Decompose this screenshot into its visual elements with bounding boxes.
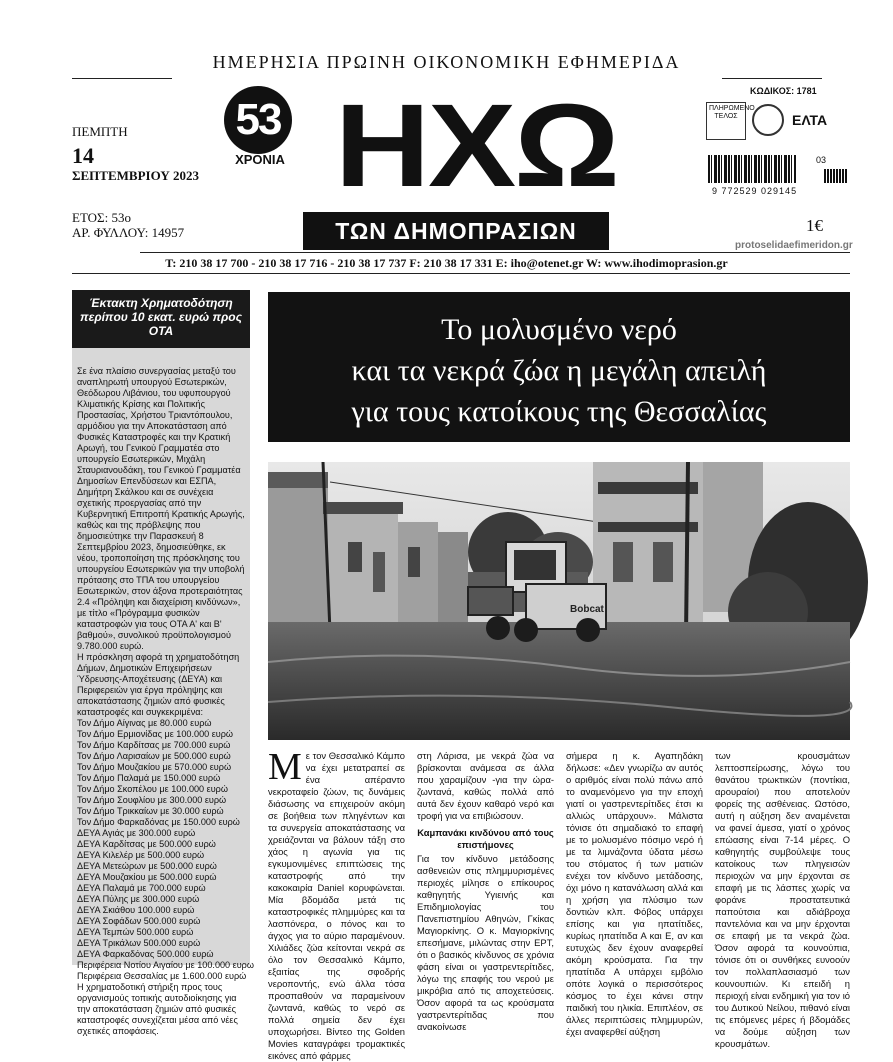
funding-item: ΔΕΥΑ Πύλης με 300.000 ευρώ xyxy=(77,894,200,904)
funding-item: Τον Δήμο Καρδίτσας με 700.000 ευρώ xyxy=(77,740,231,750)
article-column-2 xyxy=(417,750,554,1033)
headline-line: για τους κατοίκους της Θεσσαλίας xyxy=(351,395,767,428)
divider xyxy=(72,273,850,274)
sidebar-title: Έκτακτη Χρηματοδότηση περίπου 10 εκατ. ευρώ προς ΟΤΑ xyxy=(72,290,250,348)
funding-item: ΔΕΥΑ Καρδίτσας με 500.000 ευρώ xyxy=(77,839,216,849)
funding-list xyxy=(77,718,254,982)
contact-line: T: 210 38 17 700 - 210 38 17 716 - 210 38 17 737 F: 210 38 17 331 E: iho@otenet.gr W: www.ihodimoprasion.gr xyxy=(165,256,728,270)
anniversary-badge xyxy=(217,86,303,172)
sidebar-body xyxy=(72,348,254,1036)
sidebar-closing: Η χρηματοδοτική στήριξη προς τους οργανισμούς τοπικής αυτοδιοίκησης για την αποκατάσταση ζημιών από φυσικές καταστροφές συνεχίζεται μέσα από νέες σχετικές αποφάσεις. xyxy=(77,982,238,1036)
headline-line: Το μολυσμένο νερό xyxy=(441,313,677,346)
funding-item: ΔΕΥΑ Μουζακίου με 500.000 ευρώ xyxy=(77,872,217,882)
funding-item: ΔΕΥΑ Κιλελέρ με 500.000 ευρώ xyxy=(77,850,205,860)
funding-item: Τον Δήμο Ερμιονίδας με 100.000 ευρώ xyxy=(77,729,234,739)
masthead-subtitle: ΤΩΝ ΔΗΜΟΠΡΑΣΙΩΝ xyxy=(303,212,609,250)
article-column-1 xyxy=(268,746,405,1062)
funding-item: ΔΕΥΑ Τεμπών 500.000 ευρώ xyxy=(77,927,194,937)
funding-item: Τον Δήμο Παλαμά με 150.000 ευρώ xyxy=(77,773,221,783)
funding-item: Περιφέρεια Νοτίου Αιγαίου με 100.000 ευρω xyxy=(77,960,254,970)
funding-item: ΔΕΥΑ Σοφάδων 500.000 ευρώ xyxy=(77,916,201,926)
sidebar-intro: Σε ένα πλαίσιο συνεργασίας μεταξύ του αναπληρωτή υπουργού Εσωτερικών, Θεόδωρου Λιβάνιου, του υφυπουργού Κλιματικής Κρίσης και Πολιτικής Προστασίας, Χρήστου Τριαντόπουλου, αρμόδιου για την Αποκατάσταση από Φυσικές Καταστροφές και την Κρατική Αρωγή, του Γενικού Γραμματέα στο υπουργείο Εσωτερικών, Μιχάλη Σταυριανουδάκη, του Γενικού Γραμματέα Δημοσίων Επενδύσεων και ΕΣΠΑ, Δημήτρη Σκάλκου και σε συνέχεια σχετικής προεργασίας από την Κυβερνητική Επιτροπή Κρατικής Αρωγής, καθώς και της πρόβλεψης που δημοσιεύτηκε την Παρασκευή 8 Σεπτεμβρίου 2023, δημοσιεύθηκε, εκ νέου, τροποποίηση της πρόσκλησης του υπουργείου Εσωτερικών για την υποβολή πρότασης στο ΤΠΑ του υπουργείου Εσωτερικών, στον άξονα προτεραιότητας 2.4 «Πρόληψη και διαχείριση κινδύνων», με τίτλο «Πρόγραμμα φυσικών καταστροφών για τους ΟΤΑ Α' και Β' βαθμού», συνολικού προϋπολογισμού 9.780.000 ευρώ. xyxy=(77,366,245,651)
funding-item: Τον Δήμο Μουζακίου με 570.000 ευρώ xyxy=(77,762,232,772)
badge-label: ΧΡΟΝΙΑ xyxy=(235,152,285,167)
seal-icon xyxy=(752,104,784,136)
headline-line: και τα νεκρά ζώα η μεγάλη απειλή xyxy=(351,354,767,387)
col4-text: των κρουσμάτων λεπτοσπείρωσης, λόγω του θανάτου τρωκτικών (ποντίκια, αρουραίοι) που αποτελούν φορείς της ασθένειας. Ωστόσο, αυτή η αύξηση δεν αναμένεται να φανεί άμεσα, γιατί ο χρόνος επώασης είναι 7-14 μέρες. Ο καθηγητής συμβούλεψε τους κατοίκους των πληγεισών περιοχών να μην έρχονται σε επαφή με τις λάσπες χωρίς να φοράνε προστατευτικά παπούτσια και αδιάβροχα παντελόνια και να μην έρχονται σε επαφή με τα νεκρά ζώα. Όσον αφορά τα κουνούπια, τόνισε ότι οι συνθήκες ευνοούν τον πολλαπλασιασμό των κουνουπιών. Κι επειδή η περιοχή είναι ενδημική για τον ιό του Δυτικού Νείλου, πιθανό είναι τις επόμενες μέρες ή βδομάδες να δούμε αύξηση των κρουσμάτων. xyxy=(715,750,850,1049)
day: ΠΕΜΠΤΗ xyxy=(72,124,128,139)
funding-item: Τον Δήμο Αίγινας με 80.000 ευρώ xyxy=(77,718,212,728)
vehicle-label: Bobcat xyxy=(570,604,604,615)
funding-item: ΔΕΥΑ Τρικάλων 500.000 ευρώ xyxy=(77,938,201,948)
funding-item: Τον Δήμο Σουφλίου με 300.000 ευρώ xyxy=(77,795,227,805)
elta-logo: ΕΛΤΑ xyxy=(792,112,828,128)
col1-text: ε τον Θεσσαλικό Κάμπο να έχει μετατραπεί σε ένα απέραντο νεκροταφείο ζώων, τις δυνάμεις διάσωσης να επιχειρούν ακόμη σε βοήθεια των πληγέντων και τα συνεργεία αποκατάστασης να χρειάζονται να βάλουν τάξη στο χάος η αγωνία για τις εγκυμονιμένες επιπτώσεις της καταστροφής από την κακοκαιρία Daniel κορυφώνεται. Μία βδομάδα μετά τις καταστροφικές πλημμύρες και τα λασπόνερα, ο πόνος και το άγχος για το αύριο παραμένουν. Χιλιάδες ζώα κείτονται νεκρά σε όλο τον Θεσσαλικό Κάμπο, εξαιτίας της σφοδρής νεροποντής, ενώ άλλα τόσα προσπαθούν να παραμείνουν ζωντανά, καθώς το νερό σε πολλά σημεία δεν έχει υποχωρήσει. Βίντεο της Golden Movies καταγράφει τρομακτικές εικόνες από φάρμες xyxy=(268,750,405,1061)
site-mark: protoselidaefimeridon.gr xyxy=(735,240,853,251)
col3-text: σήμερα η κ. Αγαπηδάκη δήλωσε: «Δεν γνωρίζω αν αυτός ο αριθμός είναι πολύ πάνω από το αναμενόμενο για την εποχή γιατί οι γαστρεντερίτιδες έτσι κι αλλιώς υπάρχουν». Μάλιστα τόνισε ότι σημαδιακό το επαφή με το μολυσμένο πόσιμο νερό ή με τα λιμνάζοντα ύδατα μέσω του στόματος ή των ματιών ενέχει τον κίνδυνο μετάδοσης, όχι μόνο η κατανάλωση αλλά και η χρήση για πλύσιμο των δοντιών κλπ. Φόβος υπάρχει επίσης και για ηπατίτιδες, κυρίως ηπατίτιδα Α και Ε, αν και ευτυχώς δεν έχουν αναφερθεί ακόμη κρούσματα. Για την ηπατίτιδα Α υπάρχει εμβόλιο οπότε λογικά ο περισσότερος κόσμος το έχει κάνει στην παιδική του ηλικία. Επιπλέον, σε άλλες περιπτώσεις πλημμυρών, έχει αναφερθεί αύξηση xyxy=(566,750,703,1037)
divider xyxy=(722,78,822,79)
article-column-4 xyxy=(715,750,850,1050)
funding-item: ΔΕΥΑ Σκιάθου 100.000 ευρώ xyxy=(77,905,195,915)
tagline: ΗΜΕΡΗΣΙΑ ΠΡΩΙΝΗ ΟΙΚΟΝΟΜΙΚΗ ΕΦΗΜΕΡΙΔΑ xyxy=(212,52,681,72)
postage-box xyxy=(706,102,755,140)
postage-label: ΠΛΗΡΩΜΕΝΟ ΤΕΛΟΣ xyxy=(709,105,755,120)
flood-photo xyxy=(268,462,850,740)
year-label: ΕΤΟΣ: 53ο xyxy=(72,210,131,225)
section-subtitle: Καμπανάκι κινδύνου από τους επιστήμονες xyxy=(417,827,554,850)
funding-item: ΔΕΥΑ Μετεώρων με 500.000 ευρώ xyxy=(77,861,217,871)
code-label: ΚΩΔΙΚΟΣ: 1781 xyxy=(750,86,817,96)
funding-item: Τον Δήμο Σκοπέλου με 100.000 ευρώ xyxy=(77,784,228,794)
dropcap: Μ xyxy=(268,746,302,788)
funding-item: Τον Δήμο Λαρισαίων με 500.000 ευρώ xyxy=(77,751,231,761)
barcode-icon xyxy=(708,155,796,183)
funding-item: ΔΕΥΑ Αγιάς με 300.000 ευρώ xyxy=(77,828,196,838)
issue-label: ΑΡ. ΦΥΛΛΟΥ: 14957 xyxy=(72,225,185,240)
divider xyxy=(140,252,850,253)
headline-box xyxy=(268,292,850,442)
barcode-number: 9 772529 029145 xyxy=(712,186,798,196)
badge-number: 53 xyxy=(224,86,292,154)
funding-item: ΔΕΥΑ Φαρκαδόνας 500.000 ευρώ xyxy=(77,949,214,959)
masthead-title: ΗΧΩ xyxy=(334,80,618,212)
barcode-addon-number: 03 xyxy=(816,155,827,165)
date-num: 14 xyxy=(72,143,94,168)
col2-text-top: στη Λάρισα, με νεκρά ζώα να βρίσκονται ανάμεσα σε άλλα που χαραμίζουν -για την ώρα- ζωντανά, καθώς πολλά από αυτά δεν έχουν καθαρό νερό και τροφή για να επιβιώσουν. xyxy=(417,750,554,821)
sidebar-para: Η πρόσκληση αφορά τη χρηματοδότηση Δήμων, Δημοτικών Επιχειρήσεων Ύδρευσης-Αποχέτευσης (ΔΕΥΑ) και Περιφερειών για έργα πρόληψης και αποκατάστασης ζημιών από φυσικές καταστροφές και συγκεκριμένα: xyxy=(77,652,240,717)
col2-text-bottom: Για τον κίνδυνο μετάδοσης ασθενειών στις πλημμυρισμένες περιοχές μίλησε ο επίκουρος καθηγητής Υγιεινής και Επιδημιολογίας του Πανεπιστημίου Αθηνών, Γκίκας Μαγιορκίνης. Ο κ. Μαγιορκίνης επεσήμανε, μιλώντας στην ΕΡΤ, ότι ο βασικός κίνδυνος σε χρόνια φάση είναι οι γαστρεντερίτιδες, λόγω της επαφής του νερού με μικρόβια από τις αποχετεύσεις. Όσον αφορά τα ως κρούσματα γαστρεντερίτιδας που ανακοίνωσε xyxy=(417,853,554,1032)
price: 1€ xyxy=(806,216,823,235)
barcode-addon-icon xyxy=(824,169,848,183)
funding-item: Τον Δήμο Τρικκαίων με 30.000 ευρώ xyxy=(77,806,224,816)
date-month: ΣΕΠΤΕΜΒΡΙΟΥ 2023 xyxy=(72,168,199,183)
divider xyxy=(72,78,172,79)
article-column-3 xyxy=(566,750,703,1038)
funding-item: Περιφέρεια Θεσσαλίας με 1.600.000 ευρώ xyxy=(77,971,247,981)
funding-item: ΔΕΥΑ Παλαμά με 700.000 ευρώ xyxy=(77,883,206,893)
flood-scene-image xyxy=(268,462,850,740)
funding-item: Τον Δήμο Φαρκαδόνας με 150.000 ευρώ xyxy=(77,817,240,827)
